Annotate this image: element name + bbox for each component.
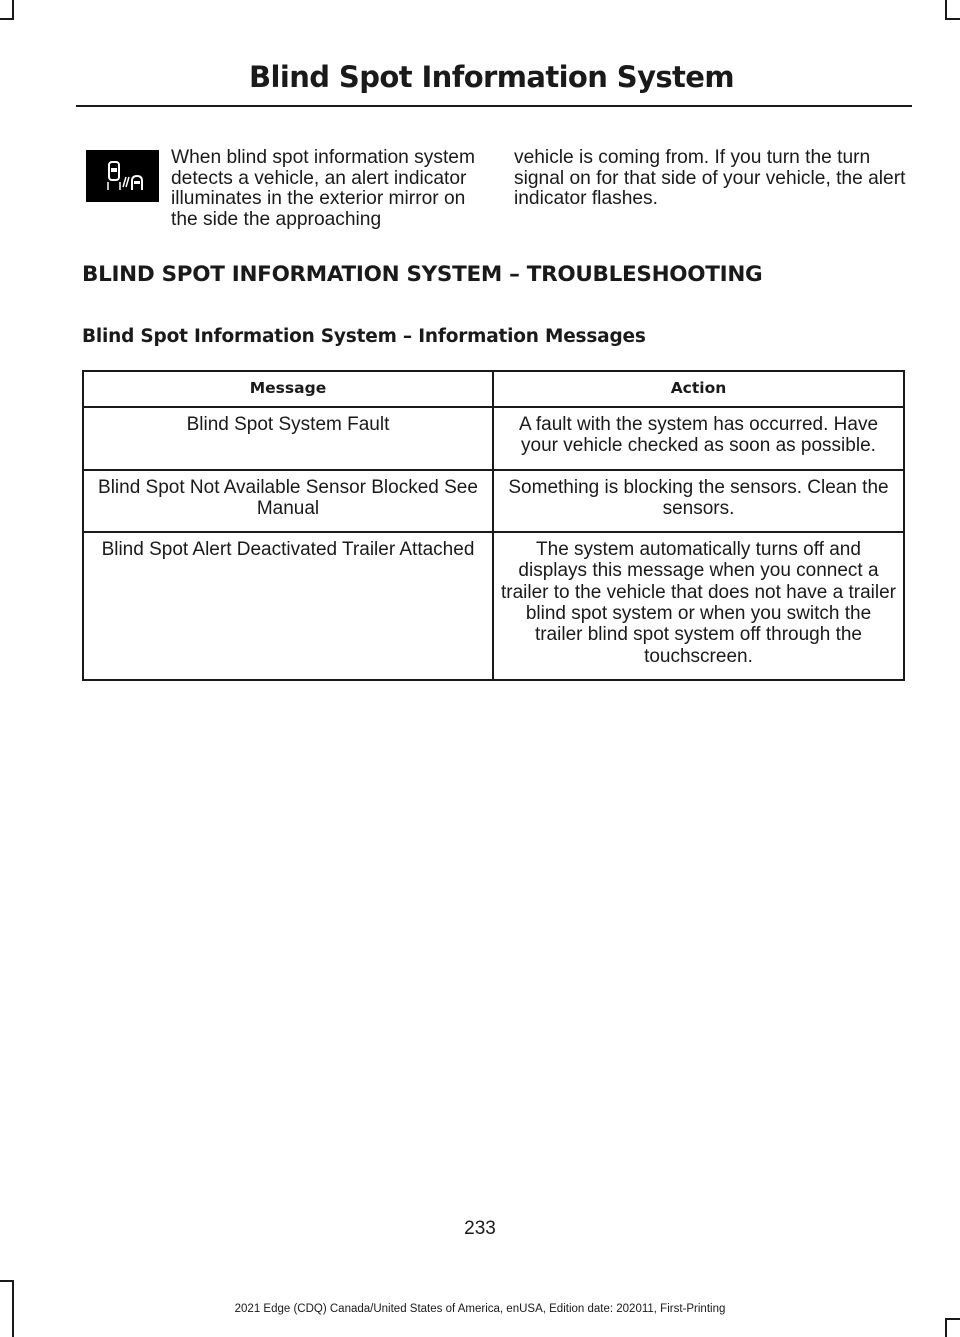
crop-mark bbox=[945, 1318, 960, 1320]
intro-text-2: vehicle is coming from. If you turn the turn signal on for that side of your vehicle, the alert indicator flashes. bbox=[514, 147, 906, 210]
crop-mark bbox=[0, 1280, 14, 1282]
edition-footer: 2021 Edge (CDQ) Canada/United States of America, enUSA, Edition date: 202011, First-Printing bbox=[234, 1303, 726, 1315]
column-header-action: Action bbox=[493, 371, 904, 407]
blind-spot-indicator-icon bbox=[86, 150, 159, 202]
table-row bbox=[83, 407, 904, 470]
message-cell: Blind Spot System Fault bbox=[83, 407, 493, 470]
page-number: 233 bbox=[464, 1218, 496, 1239]
table-header-row bbox=[83, 371, 904, 407]
intro-section bbox=[82, 148, 907, 248]
crop-mark bbox=[945, 0, 947, 20]
action-cell: A fault with the system has occurred. Have your vehicle checked as soon as possible. bbox=[493, 407, 904, 470]
crop-mark bbox=[12, 0, 14, 20]
crop-mark bbox=[945, 1318, 947, 1337]
action-cell: The system automatically turns off and displays this message when you connect a trailer to the vehicle that does not have a trailer blind spot system or when you switch the trailer blind spot system off through the touchscreen. bbox=[493, 532, 904, 680]
information-messages-table bbox=[82, 370, 905, 681]
crop-mark bbox=[945, 18, 960, 20]
subsection-title: Blind Spot Information System – Information Messages bbox=[82, 326, 646, 347]
action-cell: Something is blocking the sensors. Clean the sensors. bbox=[493, 470, 904, 533]
message-cell: Blind Spot Alert Deactivated Trailer Attached bbox=[83, 532, 493, 680]
crop-mark bbox=[0, 18, 14, 20]
section-title: BLIND SPOT INFORMATION SYSTEM – TROUBLESHOOTING bbox=[82, 262, 763, 287]
message-cell: Blind Spot Not Available Sensor Blocked See Manual bbox=[83, 470, 493, 533]
column-header-message: Message bbox=[83, 371, 493, 407]
page-header-title: Blind Spot Information System bbox=[249, 60, 734, 94]
table-row bbox=[83, 532, 904, 680]
table-row bbox=[83, 470, 904, 533]
header-divider bbox=[76, 105, 912, 107]
intro-text-1: When blind spot information system detects a vehicle, an alert indicator illuminates in the exterior mirror on the side the approaching bbox=[171, 147, 475, 230]
